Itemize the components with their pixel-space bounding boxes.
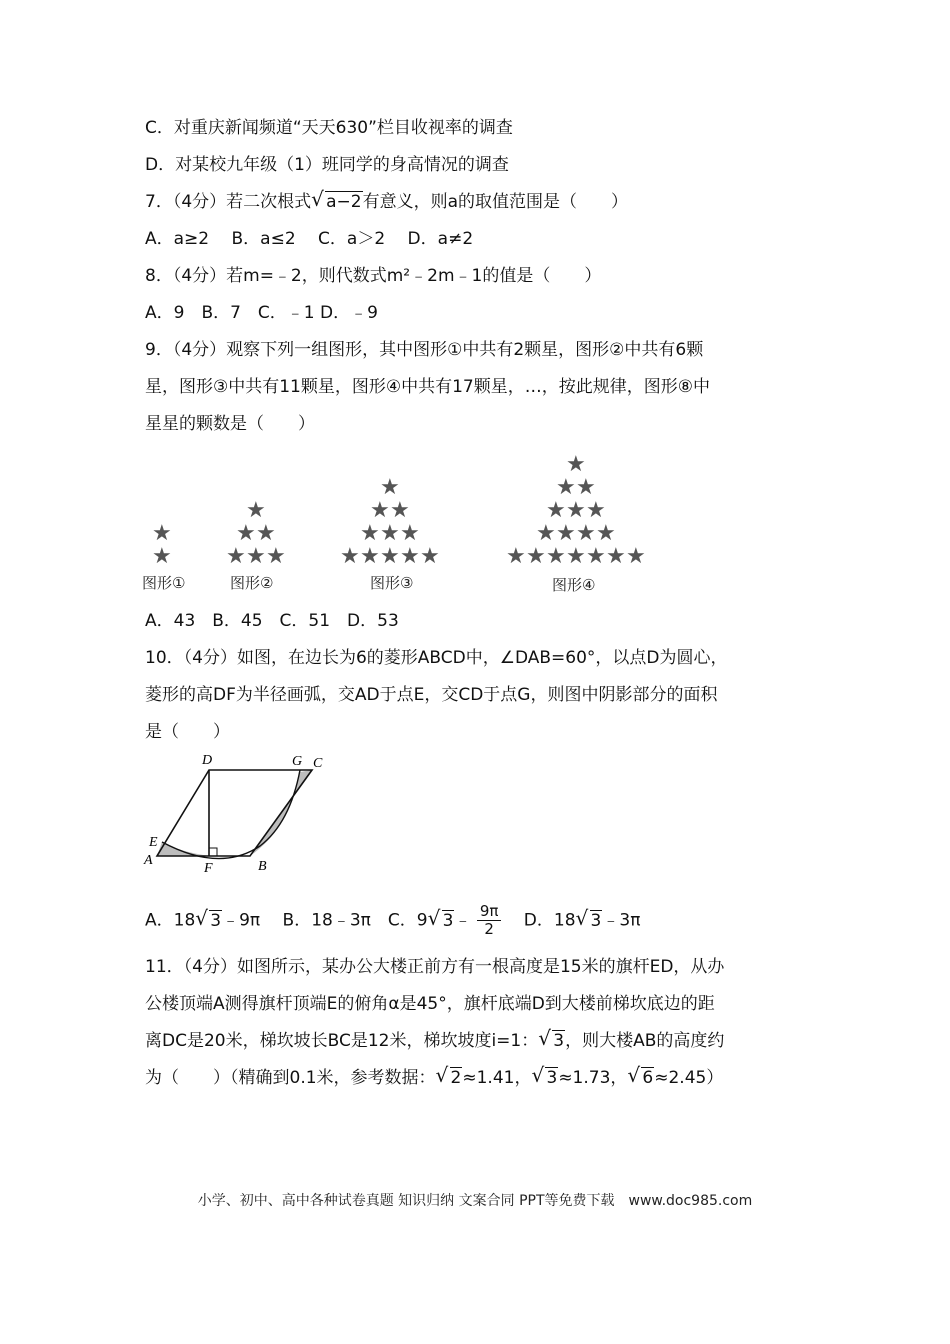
star-icon: ★ bbox=[380, 521, 400, 546]
star-icon: ★ bbox=[380, 475, 400, 500]
q10-opt-c-mid: ﹣ bbox=[454, 910, 472, 931]
point-label-f: F bbox=[204, 861, 213, 876]
q11-value-3: ≈1.73， bbox=[558, 1068, 628, 1088]
q11-sqrt-3: √ 3 bbox=[531, 1063, 558, 1088]
point-label-g: G bbox=[292, 754, 303, 769]
right-angle-mark bbox=[209, 848, 217, 856]
star-icon: ★ bbox=[626, 544, 646, 569]
star-icon: ★ bbox=[586, 498, 606, 523]
q7-suffix: 有意义，则a的取值范围是（ ） bbox=[362, 192, 629, 212]
q10-frac-num: 9π bbox=[477, 903, 502, 921]
q9-line-3: 星星的颗数是（ ） bbox=[145, 414, 315, 434]
q10-opt-d-pre: D．18 bbox=[506, 910, 576, 931]
q6-option-c: C．对重庆新闻频道“天天630”栏目收视率的调查 bbox=[145, 118, 513, 138]
q10-frac-den: 2 bbox=[484, 920, 494, 938]
q11-line3-post: ，则大楼AB的高度约 bbox=[565, 1031, 725, 1051]
q7-stem bbox=[145, 187, 629, 214]
q7-radicand: a−2 bbox=[326, 192, 362, 212]
star-icon: ★ bbox=[606, 544, 626, 569]
q10-opt-d-post: ﹣3π bbox=[602, 910, 641, 931]
q7-options: A．a≥2 B．a≤2 C．a＞2 D．a≠2 bbox=[145, 229, 474, 249]
q11-line-3 bbox=[145, 1026, 725, 1053]
point-label-a: A bbox=[144, 853, 153, 868]
q9-line-2: 星，图形③中共有11颗星，图形④中共有17颗星，…，按此规律，图形⑧中 bbox=[145, 377, 710, 397]
figure-label-1: 图形① bbox=[142, 574, 186, 592]
star-icon: ★ bbox=[152, 521, 172, 546]
q11-radicand-6: 6 bbox=[642, 1068, 654, 1088]
star-icon: ★ bbox=[566, 452, 586, 477]
star-icon: ★ bbox=[420, 544, 440, 569]
q10-opt-a-pre: A．18 bbox=[145, 910, 196, 931]
star-icon: ★ bbox=[226, 544, 246, 569]
star-icon: ★ bbox=[266, 544, 286, 569]
q10-fraction bbox=[477, 903, 502, 938]
star-icon: ★ bbox=[566, 498, 586, 523]
star-icon: ★ bbox=[546, 498, 566, 523]
q9-line-1: 9．（4分）观察下列一组图形，其中图形①中共有2颗星，图形②中共有6颗 bbox=[145, 340, 704, 360]
rhombus-diagram bbox=[140, 748, 340, 878]
q7-sqrt: √ a−2 bbox=[311, 187, 362, 212]
q10-sqrt-a: √ 3 bbox=[195, 905, 222, 931]
q10-line-3: 是（ ） bbox=[145, 722, 230, 742]
rhombus-abcd bbox=[157, 770, 312, 856]
q11-radicand-2: 2 bbox=[450, 1068, 462, 1088]
q11-line-1: 11．（4分）如图所示，某办公大楼正前方有一根高度是15米的旗杆ED，从办 bbox=[145, 957, 725, 977]
star-icon: ★ bbox=[546, 544, 566, 569]
star-icon: ★ bbox=[566, 544, 586, 569]
q9-options: A．43 B．45 C．51 D．53 bbox=[145, 611, 399, 631]
q11-radicand-3: 3 bbox=[546, 1068, 558, 1088]
q10-opt-a-post: ﹣9π B．18﹣3π C．9 bbox=[222, 910, 428, 931]
q10-line-1: 10．（4分）如图，在边长为6的菱形ABCD中，∠DAB=60°，以点D为圆心， bbox=[145, 648, 728, 668]
q11-value-6: ≈2.45） bbox=[654, 1068, 724, 1088]
star-icon: ★ bbox=[400, 521, 420, 546]
figure-label-3: 图形③ bbox=[370, 574, 414, 592]
q11-line4-pre: 为（ ）（精确到0.1米，参考数据： bbox=[145, 1068, 436, 1088]
q11-line-4 bbox=[145, 1063, 724, 1090]
q10-options bbox=[145, 903, 640, 938]
star-icon: ★ bbox=[576, 475, 596, 500]
point-label-b: B bbox=[258, 859, 267, 874]
figure-label-2: 图形② bbox=[230, 574, 274, 592]
star-icon: ★ bbox=[340, 544, 360, 569]
star-icon: ★ bbox=[526, 544, 546, 569]
q10-sqrt-c: √ 3 bbox=[427, 905, 454, 931]
q11-line3-pre: 离DC是20米，梯坎坡长BC是12米，梯坎坡度i=1： bbox=[145, 1031, 539, 1051]
star-icon: ★ bbox=[400, 544, 420, 569]
figure-label-4: 图形④ bbox=[552, 576, 596, 594]
q10-line-2: 菱形的高DF为半径画弧，交AD于点E，交CD于点G，则图中阴影部分的面积 bbox=[145, 685, 718, 705]
q11-slope-radicand: 3 bbox=[553, 1031, 565, 1051]
star-pattern-figure bbox=[140, 452, 680, 597]
star-icon: ★ bbox=[556, 521, 576, 546]
q7-prefix: 7．（4分）若二次根式 bbox=[145, 192, 312, 212]
star-icon: ★ bbox=[370, 498, 390, 523]
q6-option-d: D．对某校九年级（1）班同学的身高情况的调查 bbox=[145, 155, 509, 175]
q10-radicand-d: 3 bbox=[590, 910, 602, 931]
page-footer: 小学、初中、高中各种试卷真题 知识归纳 文案合同 PPT等免费下载 www.doc985.com bbox=[197, 1193, 753, 1209]
star-icon: ★ bbox=[236, 521, 256, 546]
q10-radicand-a: 3 bbox=[210, 910, 222, 931]
point-label-c: C bbox=[313, 756, 323, 771]
q10-radicand-c: 3 bbox=[442, 910, 454, 931]
q10-sqrt-d: √ 3 bbox=[575, 905, 602, 931]
q11-sqrt-6: √ 6 bbox=[627, 1063, 654, 1088]
q8-options: A．9 B．7 C．﹣1 D．﹣9 bbox=[145, 303, 378, 323]
star-icon: ★ bbox=[556, 475, 576, 500]
star-icon: ★ bbox=[506, 544, 526, 569]
q11-sqrt-slope: √ 3 bbox=[538, 1026, 565, 1051]
q11-value-2: ≈1.41， bbox=[462, 1068, 532, 1088]
star-icon: ★ bbox=[596, 521, 616, 546]
star-icon: ★ bbox=[360, 544, 380, 569]
q8-stem: 8．（4分）若m=﹣2，则代数式m²﹣2m﹣1的值是（ ） bbox=[145, 266, 602, 286]
star-icon: ★ bbox=[246, 544, 266, 569]
star-icon: ★ bbox=[152, 544, 172, 569]
star-icon: ★ bbox=[360, 521, 380, 546]
q11-line-2: 公楼顶端A测得旗杆顶端E的俯角α是45°，旗杆底端D到大楼前梯坎底边的距 bbox=[145, 994, 715, 1014]
point-label-d: D bbox=[202, 753, 213, 768]
point-label-e: E bbox=[149, 835, 158, 850]
star-icon: ★ bbox=[576, 521, 596, 546]
star-icon: ★ bbox=[536, 521, 556, 546]
star-icon: ★ bbox=[380, 544, 400, 569]
star-icon: ★ bbox=[256, 521, 276, 546]
q11-sqrt-2: √ 2 bbox=[435, 1063, 462, 1088]
star-icon: ★ bbox=[586, 544, 606, 569]
star-icon: ★ bbox=[246, 498, 266, 523]
star-icon: ★ bbox=[390, 498, 410, 523]
